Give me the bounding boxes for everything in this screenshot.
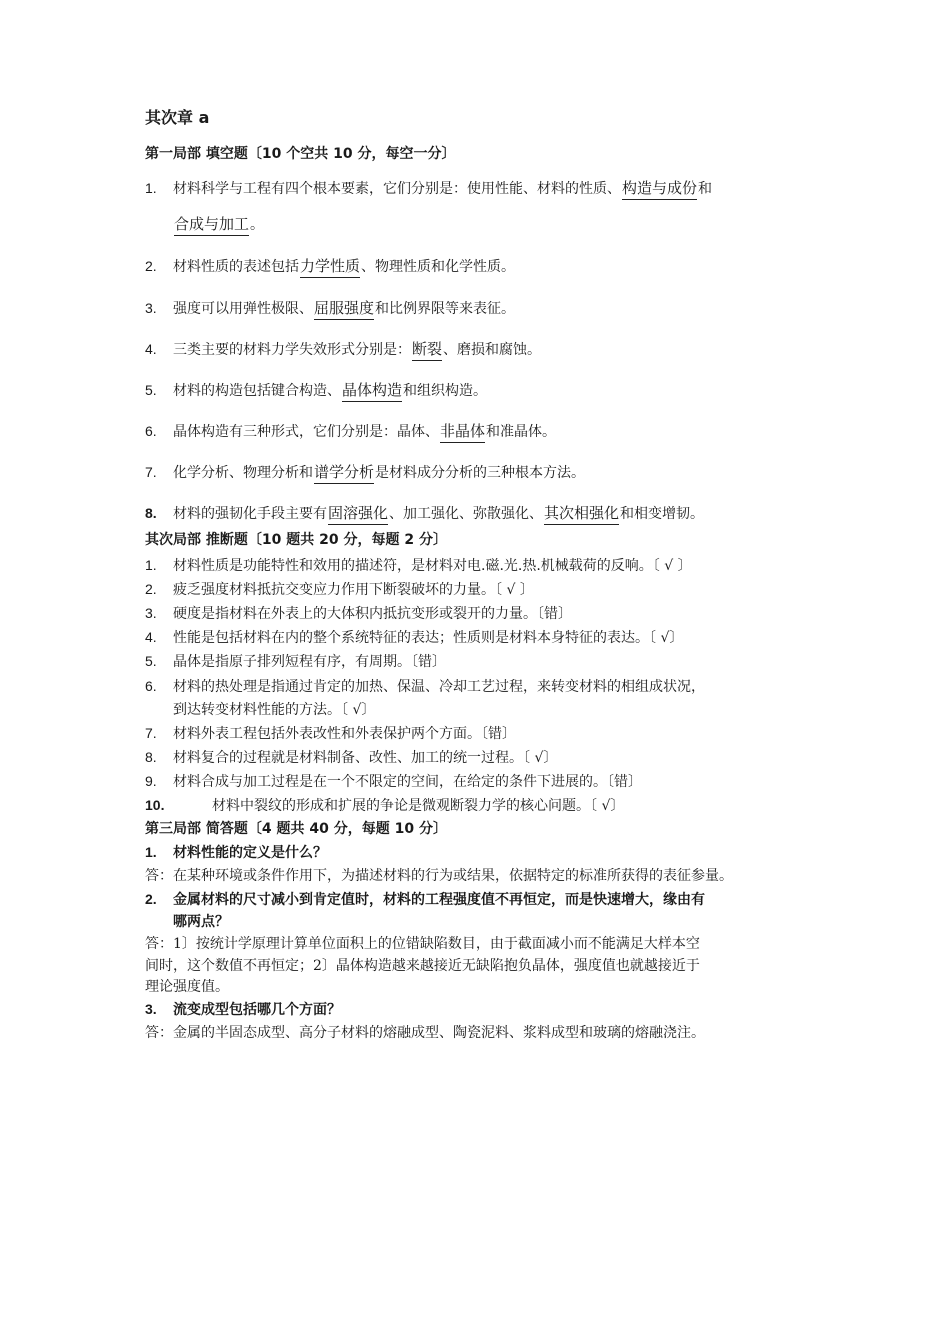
short-question-1: 1. 材料性能的定义是什么？	[145, 844, 327, 861]
judge-item-10: 10. 材料中裂纹的形成和扩展的争论是微观断裂力学的核心问题。〔 √〕	[145, 797, 625, 814]
fill-item-2: 2. 材料性质的表述包括力学性质、物理性质和化学性质。	[145, 256, 515, 278]
judge-item-1: 1. 材料性质是功能特性和效用的描述符，是材料对电.磁.光.热.机械载荷的反响。〔 √ 〕	[145, 557, 692, 574]
short-question-3: 3. 流变成型包括哪几个方面？	[145, 1001, 341, 1018]
judge-item-3: 3. 硬度是指材料在外表上的大体积内抵抗变形或裂开的力量。〔错〕	[145, 605, 572, 622]
fill-item-4: 4. 三类主要的材料力学失效形式分别是：断裂、磨损和腐蚀。	[145, 339, 541, 361]
fill-item-1: 1. 材料科学与工程有四个根本要素，它们分别是：使用性能、材料的性质、构造与成份和	[145, 178, 712, 200]
short-question-2-cont: 哪两点？	[173, 914, 229, 930]
judge-item-4: 4. 性能是包括材料在内的整个系统特征的表达；性质则是材料本身特征的表达。〔 √〕	[145, 629, 684, 646]
short-answer-1: 答：在某种环境或条件作用下，为描述材料的行为或结果，依据特定的标准所获得的表征参量。	[145, 868, 733, 884]
judge-item-8: 8. 材料复合的过程就是材料制备、改性、加工的统一过程。〔 √〕	[145, 749, 558, 766]
chapter-title: 其次章 a	[145, 108, 210, 127]
answer-blank: 其次相强化	[544, 503, 619, 525]
part3-heading: 第三局部 简答题〔4 题共 40 分，每题 10 分〕	[145, 821, 447, 837]
fill-item-7: 7. 化学分析、物理分析和谱学分析是材料成分分析的三种根本方法。	[145, 462, 585, 484]
answer-blank: 构造与成份	[622, 178, 697, 200]
judge-item-2: 2. 疲乏强度材料抵抗交变应力作用下断裂破坏的力量。〔 √ 〕	[145, 581, 534, 598]
fill-item-1-cont: 合成与加工。	[145, 214, 264, 236]
short-answer-2-line2: 间时，这个数值不再恒定；2〕晶体构造越来越接近无缺陷抱负晶体，强度值也就越接近于	[145, 958, 700, 974]
part1-heading: 第一局部 填空题〔10 个空共 10 分，每空一分〕	[145, 146, 456, 162]
short-answer-2-line1: 答：1〕按统计学原理计算单位面积上的位错缺陷数目，由于截面减小而不能满足大样本空	[145, 936, 700, 952]
short-answer-3: 答：金属的半固态成型、高分子材料的熔融成型、陶瓷泥料、浆料成型和玻璃的熔融浇注。	[145, 1025, 705, 1041]
judge-item-5: 5. 晶体是指原子排列短程有序，有周期。〔错〕	[145, 653, 446, 670]
judge-item-9: 9. 材料合成与加工过程是在一个不限定的空间，在给定的条件下进展的。〔错〕	[145, 773, 642, 790]
answer-blank: 固溶强化	[328, 503, 388, 525]
answer-blank: 合成与加工	[174, 214, 249, 236]
short-answer-2-line3: 理论强度值。	[145, 979, 229, 995]
fill-item-6: 6. 晶体构造有三种形式，它们分别是：晶体、非晶体和准晶体。	[145, 421, 556, 443]
answer-blank: 晶体构造	[342, 380, 402, 402]
judge-item-7: 7. 材料外表工程包括外表改性和外表保护两个方面。〔错〕	[145, 725, 516, 742]
short-question-2: 2. 金属材料的尺寸减小到肯定值时，材料的工程强度值不再恒定，而是快速增大，缘由有	[145, 891, 705, 908]
answer-blank: 屈服强度	[314, 298, 374, 320]
judge-item-6-cont: 到达转变材料性能的方法。〔 √〕	[173, 702, 376, 718]
judge-item-6: 6. 材料的热处理是指通过肯定的加热、保温、冷却工艺过程，来转变材料的相组成状况，	[145, 678, 705, 695]
answer-blank: 非晶体	[440, 421, 485, 443]
answer-blank: 断裂	[412, 339, 442, 361]
answer-blank: 力学性质	[300, 256, 360, 278]
fill-item-8: 8. 材料的强韧化手段主要有固溶强化、加工强化、弥散强化、其次相强化和相变增韧。	[145, 503, 704, 525]
answer-blank: 谱学分析	[314, 462, 374, 484]
part2-heading: 其次局部 推断题〔10 题共 20 分，每题 2 分〕	[145, 532, 447, 548]
fill-item-5: 5. 材料的构造包括键合构造、晶体构造和组织构造。	[145, 380, 487, 402]
fill-item-3: 3. 强度可以用弹性极限、屈服强度和比例界限等来表征。	[145, 298, 515, 320]
